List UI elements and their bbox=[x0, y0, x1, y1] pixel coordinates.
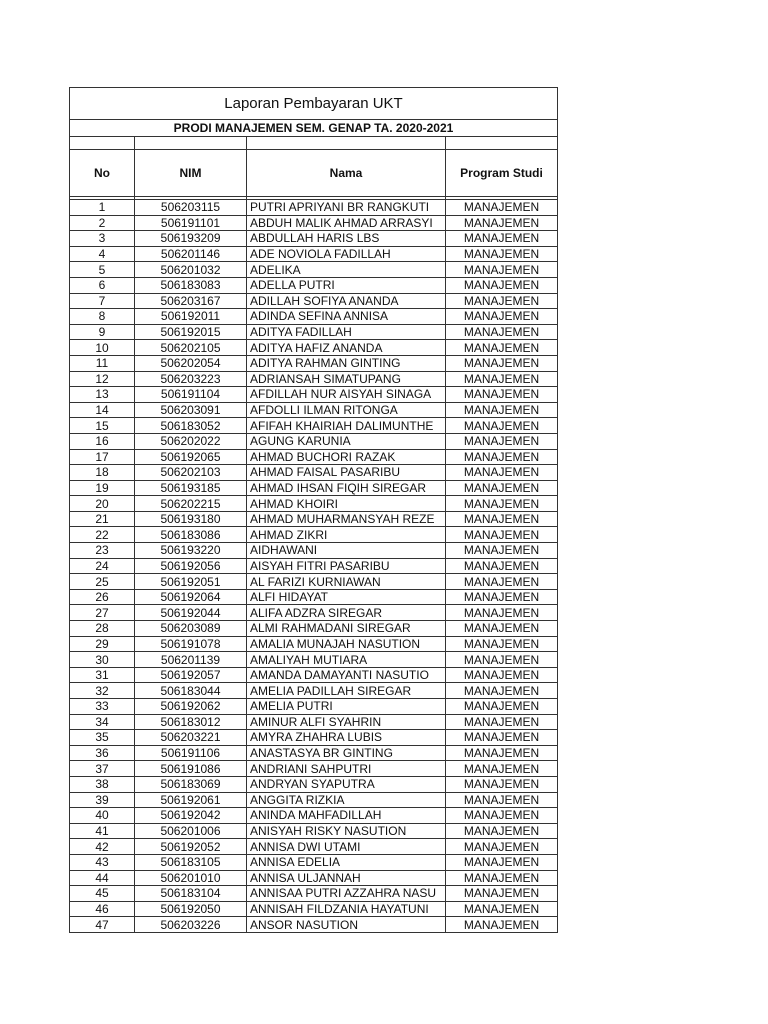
program-studi-cell: MANAJEMEN bbox=[446, 480, 558, 496]
program-studi-cell: MANAJEMEN bbox=[446, 854, 558, 870]
row-number-cell: 26 bbox=[70, 589, 135, 605]
nim-cell: 506203115 bbox=[135, 200, 247, 216]
row-number-cell: 7 bbox=[70, 293, 135, 309]
row-number-cell: 19 bbox=[70, 480, 135, 496]
row-number-cell: 36 bbox=[70, 745, 135, 761]
table-row bbox=[70, 433, 558, 449]
row-number-cell: 29 bbox=[70, 636, 135, 652]
program-studi-cell: MANAJEMEN bbox=[446, 683, 558, 699]
row-number-cell: 3 bbox=[70, 231, 135, 247]
nim-cell: 506191078 bbox=[135, 636, 247, 652]
table-row bbox=[70, 402, 558, 418]
table-row bbox=[70, 262, 558, 278]
row-number-cell: 20 bbox=[70, 496, 135, 512]
table-row bbox=[70, 636, 558, 652]
empty-cell bbox=[247, 137, 446, 150]
student-name-cell: ADINDA SEFINA ANNISA bbox=[247, 309, 446, 325]
program-studi-cell: MANAJEMEN bbox=[446, 246, 558, 262]
row-number-cell: 21 bbox=[70, 511, 135, 527]
column-header-nama: Nama bbox=[247, 150, 446, 197]
table-row bbox=[70, 683, 558, 699]
nim-cell: 506202105 bbox=[135, 340, 247, 356]
student-name-cell: ALIFA ADZRA SIREGAR bbox=[247, 605, 446, 621]
nim-cell: 506192044 bbox=[135, 605, 247, 621]
student-name-cell: ABDULLAH HARIS LBS bbox=[247, 231, 446, 247]
nim-cell: 506191101 bbox=[135, 215, 247, 231]
row-number-cell: 28 bbox=[70, 621, 135, 637]
student-name-cell: AGUNG KARUNIA bbox=[247, 433, 446, 449]
program-studi-cell: MANAJEMEN bbox=[446, 589, 558, 605]
program-studi-cell: MANAJEMEN bbox=[446, 870, 558, 886]
table-row bbox=[70, 215, 558, 231]
student-name-cell: ADE NOVIOLA FADILLAH bbox=[247, 246, 446, 262]
table-row bbox=[70, 527, 558, 543]
program-studi-cell: MANAJEMEN bbox=[446, 262, 558, 278]
nim-cell: 506192057 bbox=[135, 667, 247, 683]
row-number-cell: 42 bbox=[70, 839, 135, 855]
program-studi-cell: MANAJEMEN bbox=[446, 901, 558, 917]
nim-cell: 506203226 bbox=[135, 917, 247, 933]
row-number-cell: 16 bbox=[70, 433, 135, 449]
student-name-cell: ANNISA DWI UTAMI bbox=[247, 839, 446, 855]
table-row bbox=[70, 355, 558, 371]
student-name-cell: ADELIKA bbox=[247, 262, 446, 278]
nim-cell: 506203089 bbox=[135, 621, 247, 637]
row-number-cell: 41 bbox=[70, 823, 135, 839]
row-number-cell: 31 bbox=[70, 667, 135, 683]
nim-cell: 506183105 bbox=[135, 854, 247, 870]
table-row bbox=[70, 418, 558, 434]
program-studi-cell: MANAJEMEN bbox=[446, 402, 558, 418]
student-name-cell: AMANDA DAMAYANTI NASUTIO bbox=[247, 667, 446, 683]
nim-cell: 506192062 bbox=[135, 699, 247, 715]
program-studi-cell: MANAJEMEN bbox=[446, 730, 558, 746]
table-row bbox=[70, 558, 558, 574]
program-studi-cell: MANAJEMEN bbox=[446, 449, 558, 465]
student-name-cell: ANISYAH RISKY NASUTION bbox=[247, 823, 446, 839]
student-name-cell: AMINUR ALFI SYAHRIN bbox=[247, 714, 446, 730]
row-number-cell: 9 bbox=[70, 324, 135, 340]
row-number-cell: 12 bbox=[70, 371, 135, 387]
table-row bbox=[70, 293, 558, 309]
nim-cell: 506201139 bbox=[135, 652, 247, 668]
student-name-cell: AMALIA MUNAJAH NASUTION bbox=[247, 636, 446, 652]
row-number-cell: 4 bbox=[70, 246, 135, 262]
row-number-cell: 6 bbox=[70, 277, 135, 293]
nim-cell: 506192042 bbox=[135, 808, 247, 824]
table-row bbox=[70, 792, 558, 808]
row-number-cell: 43 bbox=[70, 854, 135, 870]
program-studi-cell: MANAJEMEN bbox=[446, 761, 558, 777]
student-name-cell: ADRIANSAH SIMATUPANG bbox=[247, 371, 446, 387]
row-number-cell: 5 bbox=[70, 262, 135, 278]
table-row bbox=[70, 886, 558, 902]
column-header-program-studi: Program Studi bbox=[446, 150, 558, 197]
student-name-cell: ANSOR NASUTION bbox=[247, 917, 446, 933]
nim-cell: 506183086 bbox=[135, 527, 247, 543]
student-name-cell: ANINDA MAHFADILLAH bbox=[247, 808, 446, 824]
table-row bbox=[70, 449, 558, 465]
row-number-cell: 37 bbox=[70, 761, 135, 777]
column-header-nim: NIM bbox=[135, 150, 247, 197]
table-row bbox=[70, 324, 558, 340]
nim-cell: 506203167 bbox=[135, 293, 247, 309]
nim-cell: 506191104 bbox=[135, 387, 247, 403]
nim-cell: 506183069 bbox=[135, 776, 247, 792]
nim-cell: 506192064 bbox=[135, 589, 247, 605]
row-number-cell: 13 bbox=[70, 387, 135, 403]
nim-cell: 506183052 bbox=[135, 418, 247, 434]
table-row bbox=[70, 714, 558, 730]
table-row bbox=[70, 621, 558, 637]
empty-cell bbox=[70, 137, 135, 150]
program-studi-cell: MANAJEMEN bbox=[446, 823, 558, 839]
student-name-cell: ANDRYAN SYAPUTRA bbox=[247, 776, 446, 792]
row-number-cell: 45 bbox=[70, 886, 135, 902]
student-name-cell: ANDRIANI SAHPUTRI bbox=[247, 761, 446, 777]
table-row bbox=[70, 761, 558, 777]
student-name-cell: ADELLA PUTRI bbox=[247, 277, 446, 293]
table-row bbox=[70, 200, 558, 216]
row-number-cell: 14 bbox=[70, 402, 135, 418]
table-row bbox=[70, 730, 558, 746]
nim-cell: 506192052 bbox=[135, 839, 247, 855]
student-name-cell: AHMAD ZIKRI bbox=[247, 527, 446, 543]
nim-cell: 506193209 bbox=[135, 231, 247, 247]
report-title: Laporan Pembayaran UKT bbox=[70, 88, 558, 120]
program-studi-cell: MANAJEMEN bbox=[446, 839, 558, 855]
program-studi-cell: MANAJEMEN bbox=[446, 465, 558, 481]
program-studi-cell: MANAJEMEN bbox=[446, 340, 558, 356]
program-studi-cell: MANAJEMEN bbox=[446, 776, 558, 792]
row-number-cell: 33 bbox=[70, 699, 135, 715]
program-studi-cell: MANAJEMEN bbox=[446, 231, 558, 247]
nim-cell: 506191106 bbox=[135, 745, 247, 761]
row-number-cell: 22 bbox=[70, 527, 135, 543]
column-header-no: No bbox=[70, 150, 135, 197]
nim-cell: 506192061 bbox=[135, 792, 247, 808]
row-number-cell: 18 bbox=[70, 465, 135, 481]
nim-cell: 506193220 bbox=[135, 543, 247, 559]
program-studi-cell: MANAJEMEN bbox=[446, 418, 558, 434]
nim-cell: 506193185 bbox=[135, 480, 247, 496]
student-name-cell: AMYRA ZHAHRA LUBIS bbox=[247, 730, 446, 746]
table-row bbox=[70, 543, 558, 559]
row-number-cell: 1 bbox=[70, 200, 135, 216]
nim-cell: 506192065 bbox=[135, 449, 247, 465]
student-name-cell: ALFI HIDAYAT bbox=[247, 589, 446, 605]
program-studi-cell: MANAJEMEN bbox=[446, 543, 558, 559]
nim-cell: 506183104 bbox=[135, 886, 247, 902]
row-number-cell: 44 bbox=[70, 870, 135, 886]
student-name-cell: AHMAD FAISAL PASARIBU bbox=[247, 465, 446, 481]
student-name-cell: ADILLAH SOFIYA ANANDA bbox=[247, 293, 446, 309]
table-row bbox=[70, 511, 558, 527]
ukt-payment-report-table bbox=[69, 87, 558, 933]
program-studi-cell: MANAJEMEN bbox=[446, 636, 558, 652]
student-name-cell: AL FARIZI KURNIAWAN bbox=[247, 574, 446, 590]
program-studi-cell: MANAJEMEN bbox=[446, 652, 558, 668]
student-name-cell: AIDHAWANI bbox=[247, 543, 446, 559]
student-name-cell: AHMAD MUHARMANSYAH REZE bbox=[247, 511, 446, 527]
program-studi-cell: MANAJEMEN bbox=[446, 293, 558, 309]
program-studi-cell: MANAJEMEN bbox=[446, 309, 558, 325]
student-name-cell: AFDILLAH NUR AISYAH SINAGA bbox=[247, 387, 446, 403]
program-studi-cell: MANAJEMEN bbox=[446, 605, 558, 621]
student-name-cell: AISYAH FITRI PASARIBU bbox=[247, 558, 446, 574]
table-row bbox=[70, 309, 558, 325]
table-row bbox=[70, 246, 558, 262]
program-studi-cell: MANAJEMEN bbox=[446, 886, 558, 902]
nim-cell: 506201006 bbox=[135, 823, 247, 839]
table-row bbox=[70, 854, 558, 870]
table-row bbox=[70, 465, 558, 481]
student-name-cell: ANNISA ULJANNAH bbox=[247, 870, 446, 886]
row-number-cell: 30 bbox=[70, 652, 135, 668]
table-row bbox=[70, 574, 558, 590]
nim-cell: 506201032 bbox=[135, 262, 247, 278]
table-row bbox=[70, 808, 558, 824]
program-studi-cell: MANAJEMEN bbox=[446, 371, 558, 387]
program-studi-cell: MANAJEMEN bbox=[446, 917, 558, 933]
student-name-cell: AMELIA PUTRI bbox=[247, 699, 446, 715]
row-number-cell: 10 bbox=[70, 340, 135, 356]
program-studi-cell: MANAJEMEN bbox=[446, 558, 558, 574]
program-studi-cell: MANAJEMEN bbox=[446, 745, 558, 761]
nim-cell: 506192011 bbox=[135, 309, 247, 325]
program-studi-cell: MANAJEMEN bbox=[446, 433, 558, 449]
nim-cell: 506183044 bbox=[135, 683, 247, 699]
student-name-cell: ALMI RAHMADANI SIREGAR bbox=[247, 621, 446, 637]
student-name-cell: ADITYA FADILLAH bbox=[247, 324, 446, 340]
nim-cell: 506202054 bbox=[135, 355, 247, 371]
row-number-cell: 40 bbox=[70, 808, 135, 824]
row-number-cell: 23 bbox=[70, 543, 135, 559]
program-studi-cell: MANAJEMEN bbox=[446, 324, 558, 340]
student-name-cell: AHMAD IHSAN FIQIH SIREGAR bbox=[247, 480, 446, 496]
student-name-cell: PUTRI APRIYANI BR RANGKUTI bbox=[247, 200, 446, 216]
program-studi-cell: MANAJEMEN bbox=[446, 215, 558, 231]
nim-cell: 506203221 bbox=[135, 730, 247, 746]
table-row bbox=[70, 839, 558, 855]
student-name-cell: AFIFAH KHAIRIAH DALIMUNTHE bbox=[247, 418, 446, 434]
table-row bbox=[70, 667, 558, 683]
report-subtitle: PRODI MANAJEMEN SEM. GENAP TA. 2020-2021 bbox=[70, 120, 558, 137]
program-studi-cell: MANAJEMEN bbox=[446, 200, 558, 216]
student-name-cell: ANGGITA RIZKIA bbox=[247, 792, 446, 808]
student-name-cell: AMALIYAH MUTIARA bbox=[247, 652, 446, 668]
nim-cell: 506203091 bbox=[135, 402, 247, 418]
table-row bbox=[70, 699, 558, 715]
row-number-cell: 27 bbox=[70, 605, 135, 621]
row-number-cell: 47 bbox=[70, 917, 135, 933]
nim-cell: 506203223 bbox=[135, 371, 247, 387]
student-name-cell: ANNISAA PUTRI AZZAHRA NASU bbox=[247, 886, 446, 902]
empty-cell bbox=[135, 137, 247, 150]
program-studi-cell: MANAJEMEN bbox=[446, 574, 558, 590]
table-row bbox=[70, 870, 558, 886]
row-number-cell: 15 bbox=[70, 418, 135, 434]
nim-cell: 506201146 bbox=[135, 246, 247, 262]
student-name-cell: ANNISA EDELIA bbox=[247, 854, 446, 870]
table-row bbox=[70, 387, 558, 403]
table-row bbox=[70, 745, 558, 761]
nim-cell: 506192050 bbox=[135, 901, 247, 917]
program-studi-cell: MANAJEMEN bbox=[446, 387, 558, 403]
table-row bbox=[70, 917, 558, 933]
nim-cell: 506192015 bbox=[135, 324, 247, 340]
program-studi-cell: MANAJEMEN bbox=[446, 511, 558, 527]
table-row bbox=[70, 901, 558, 917]
table-row bbox=[70, 652, 558, 668]
row-number-cell: 11 bbox=[70, 355, 135, 371]
table-row bbox=[70, 277, 558, 293]
program-studi-cell: MANAJEMEN bbox=[446, 277, 558, 293]
nim-cell: 506183083 bbox=[135, 277, 247, 293]
table-row bbox=[70, 231, 558, 247]
student-name-cell: AHMAD KHOIRI bbox=[247, 496, 446, 512]
row-number-cell: 2 bbox=[70, 215, 135, 231]
row-number-cell: 39 bbox=[70, 792, 135, 808]
nim-cell: 506202103 bbox=[135, 465, 247, 481]
student-name-cell: AMELIA PADILLAH SIREGAR bbox=[247, 683, 446, 699]
nim-cell: 506183012 bbox=[135, 714, 247, 730]
student-name-cell: ADITYA RAHMAN GINTING bbox=[247, 355, 446, 371]
nim-cell: 506192056 bbox=[135, 558, 247, 574]
row-number-cell: 17 bbox=[70, 449, 135, 465]
row-number-cell: 35 bbox=[70, 730, 135, 746]
table-row bbox=[70, 496, 558, 512]
row-number-cell: 46 bbox=[70, 901, 135, 917]
table-row bbox=[70, 371, 558, 387]
row-number-cell: 32 bbox=[70, 683, 135, 699]
program-studi-cell: MANAJEMEN bbox=[446, 355, 558, 371]
table-row bbox=[70, 480, 558, 496]
nim-cell: 506201010 bbox=[135, 870, 247, 886]
student-name-cell: ANASTASYA BR GINTING bbox=[247, 745, 446, 761]
program-studi-cell: MANAJEMEN bbox=[446, 527, 558, 543]
row-number-cell: 38 bbox=[70, 776, 135, 792]
table-row bbox=[70, 776, 558, 792]
student-name-cell: ANNISAH FILDZANIA HAYATUNI bbox=[247, 901, 446, 917]
row-number-cell: 25 bbox=[70, 574, 135, 590]
program-studi-cell: MANAJEMEN bbox=[446, 621, 558, 637]
nim-cell: 506193180 bbox=[135, 511, 247, 527]
program-studi-cell: MANAJEMEN bbox=[446, 699, 558, 715]
program-studi-cell: MANAJEMEN bbox=[446, 792, 558, 808]
table-row bbox=[70, 605, 558, 621]
table-row bbox=[70, 823, 558, 839]
table-row bbox=[70, 589, 558, 605]
program-studi-cell: MANAJEMEN bbox=[446, 714, 558, 730]
empty-cell bbox=[446, 137, 558, 150]
row-number-cell: 34 bbox=[70, 714, 135, 730]
program-studi-cell: MANAJEMEN bbox=[446, 496, 558, 512]
student-name-cell: AFDOLLI ILMAN RITONGA bbox=[247, 402, 446, 418]
program-studi-cell: MANAJEMEN bbox=[446, 667, 558, 683]
student-name-cell: ADITYA HAFIZ ANANDA bbox=[247, 340, 446, 356]
nim-cell: 506202022 bbox=[135, 433, 247, 449]
program-studi-cell: MANAJEMEN bbox=[446, 808, 558, 824]
student-name-cell: ABDUH MALIK AHMAD ARRASYI bbox=[247, 215, 446, 231]
nim-cell: 506192051 bbox=[135, 574, 247, 590]
nim-cell: 506202215 bbox=[135, 496, 247, 512]
table-row bbox=[70, 340, 558, 356]
student-name-cell: AHMAD BUCHORI RAZAK bbox=[247, 449, 446, 465]
row-number-cell: 24 bbox=[70, 558, 135, 574]
row-number-cell: 8 bbox=[70, 309, 135, 325]
nim-cell: 506191086 bbox=[135, 761, 247, 777]
